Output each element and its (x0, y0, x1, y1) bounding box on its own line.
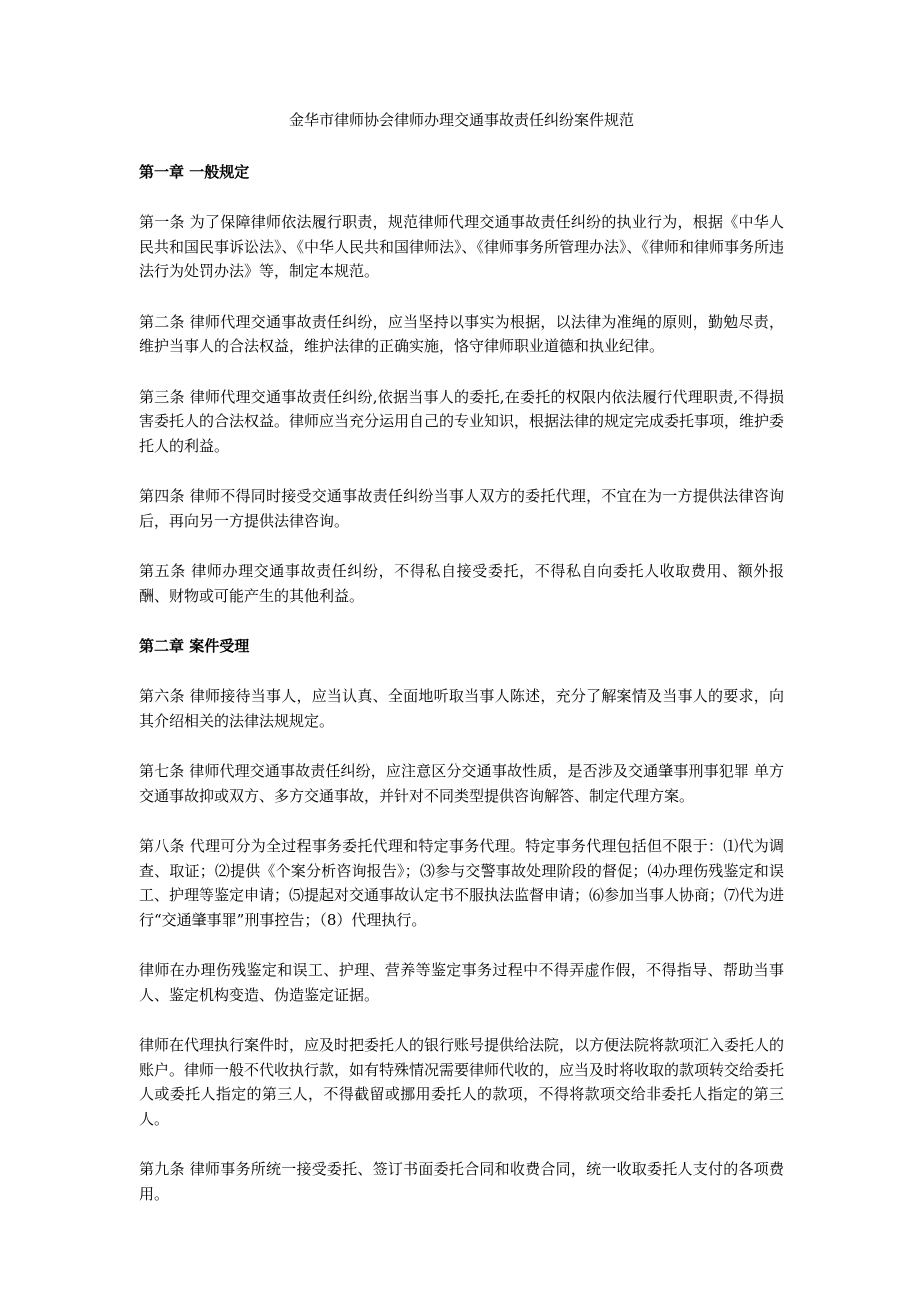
article-3: 第三条 律师代理交通事故责任纠纷,依据当事人的委托,在委托的权限内依法履行代理职责,不得损害委托人的合法权益。律师应当充分运用自己的专业知识，根据法律的规定完成委托事项，维护委托人的利益。 (139, 387, 785, 455)
article-9: 第九条 律师事务所统一接受委托、签订书面委托合同和收费合同，统一收取委托人支付的各项费用。 (139, 1160, 784, 1203)
chapter-2-heading: 第二章 案件受理 (139, 637, 250, 655)
article-8: 第八条 代理可分为全过程事务委托代理和特定事务代理。特定事务代理包括但不限于：⑴代为调查、取证；⑵提供《个案分析咨询报告》；⑶参与交警事故处理阶段的督促；⑷办理伤残鉴定和误工、护理等鉴定申请；⑸提起对交通事故认定书不服执法监督申请；⑹参加当事人协商；⑺代为进行“交通肇事罪”刑事控告；（8）代理执行。 (139, 837, 785, 929)
article-1: 第一条 为了保障律师依法履行职责，规范律师代理交通事故责任纠纷的执业行为，根据《中华人民共和国民事诉讼法》、《中华人民共和国律师法》、《律师事务所管理办法》、《律师和律师事务所违法行为处罚办法》等，制定本规范。 (139, 213, 785, 280)
document-title: 金华市律师协会律师办理交通事故责任纠纷案件规范 (288, 111, 634, 129)
article-7: 第七条 律师代理交通事故责任纠纷，应注意区分交通事故性质，是否涉及交通肇事刑事犯罪 单方交通事故抑或双方、多方交通事故，并针对不同类型提供咨询解答、制定代理方案。 (139, 762, 784, 805)
article-8-paragraph-3: 律师在代理执行案件时，应及时把委托人的银行账号提供给法院，以方便法院将款项汇入委托人的账户。律师一般不代收执行款，如有特殊情况需要律师代收的，应当及时将收取的款项转交给委托人或委托人指定的第三人，不得截留或挪用委托人的款项，不得将款项交给非委托人指定的第三人。 (139, 1036, 785, 1128)
article-2: 第二条 律师代理交通事故责任纠纷，应当坚持以事实为根据，以法律为准绳的原则，勤勉尽责，维护当事人的合法权益，维护法律的正确实施，恪守律师职业道德和执业纪律。 (139, 312, 784, 355)
article-8-paragraph-2: 律师在办理伤残鉴定和误工、护理、营养等鉴定事务过程中不得弄虚作假，不得指导、帮助当事人、鉴定机构变造、伪造鉴定证据。 (139, 961, 784, 1004)
article-6: 第六条 律师接待当事人，应当认真、全面地听取当事人陈述，充分了解案情及当事人的要求，向其介绍相关的法律法规规定。 (139, 687, 784, 730)
chapter-1-heading: 第一章 一般规定 (139, 163, 250, 181)
document-page (139, 108, 784, 1232)
article-4: 第四条 律师不得同时接受交通事故责任纠纷当事人双方的委托代理，不宜在为一方提供法律咨询后，再向另一方提供法律咨询。 (139, 487, 784, 530)
article-5: 第五条 律师办理交通事故责任纠纷，不得私自接受委托，不得私自向委托人收取费用、额外报酬、财物或可能产生的其他利益。 (139, 562, 784, 605)
